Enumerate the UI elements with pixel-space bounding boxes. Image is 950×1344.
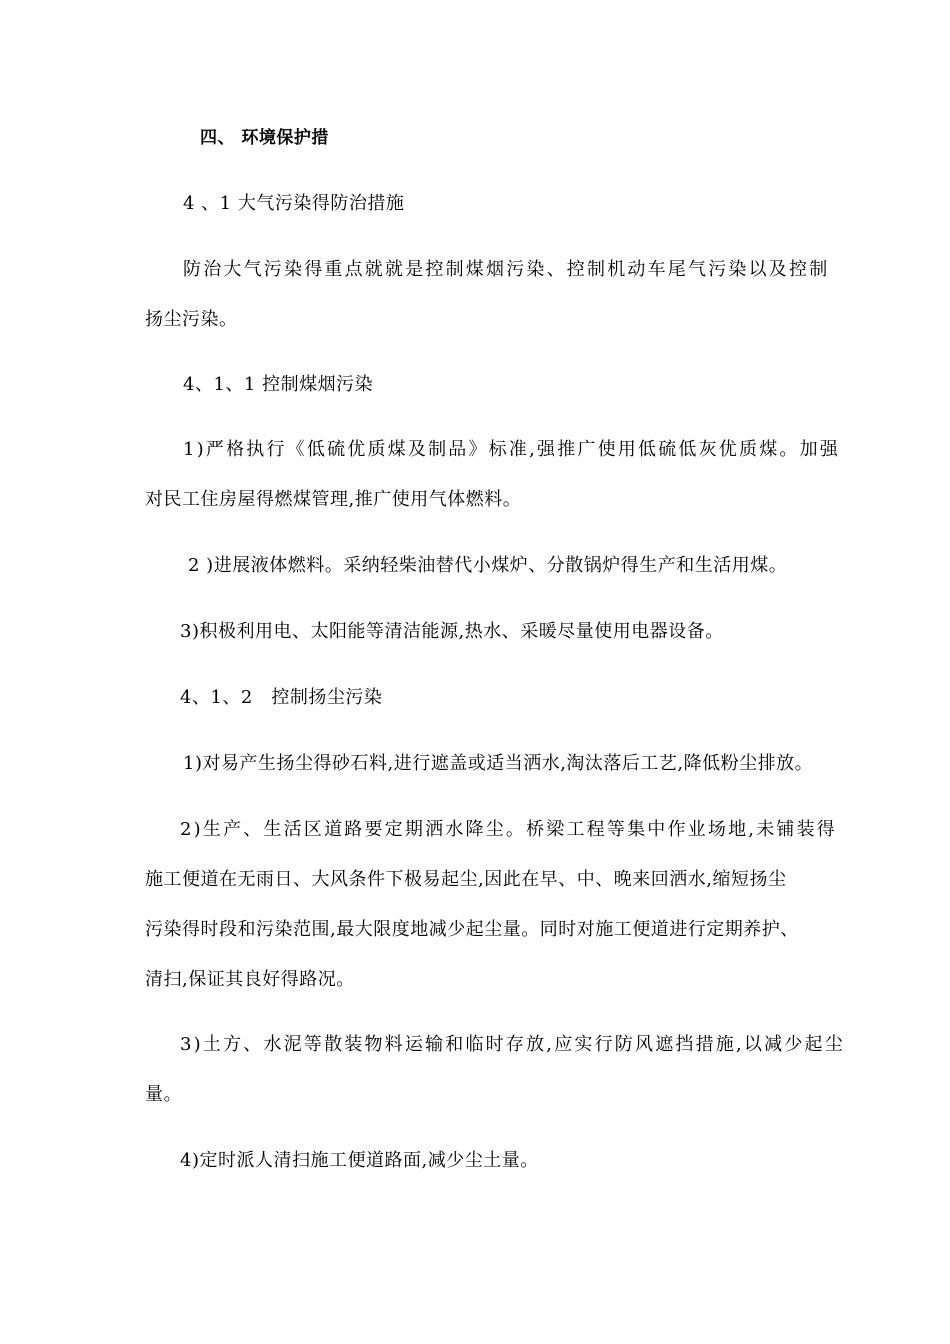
section-heading: 四、 环境保护措 (200, 128, 329, 148)
list-item-line: 2)生产、生活区道路要定期洒水降尘。桥梁工程等集中作业场地,未铺装得 (180, 819, 837, 840)
list-item-line: 量。 (145, 1084, 182, 1105)
list-item-line: 4)定时派人清扫施工便道路面,减少尘土量。 (180, 1150, 539, 1171)
list-item-line: 3)土方、水泥等散装物料运输和临时存放,应实行防风遮挡措施,以减少起尘 (180, 1034, 845, 1055)
list-item-line: 清扫,保证其良好得路况。 (145, 969, 355, 990)
list-item-line: 施工便道在无雨日、大风条件下极易起尘,因此在早、中、晚来回洒水,缩短扬尘 (145, 869, 787, 890)
list-item-line: 1)对易产生扬尘得砂石料,进行遮盖或适当洒水,淘汰落后工艺,降低粉尘排放。 (183, 753, 814, 774)
list-item-line: 3)积极利用电、太阳能等清洁能源,热水、采暖尽量使用电器设备。 (180, 621, 724, 642)
subsection-title-4-1-2: 4、1、2 控制扬尘污染 (180, 687, 383, 708)
list-item-line: 对民工住房屋得燃煤管理,推广使用气体燃料。 (145, 489, 522, 510)
intro-paragraph-line: 扬尘污染。 (145, 309, 238, 330)
list-item-line: 1)严格执行《低硫优质煤及制品》标准,强推广使用低硫低灰优质煤。加强 (183, 439, 840, 460)
subsection-title-4-1-1: 4、1、1 控制煤烟污染 (183, 374, 374, 395)
subsection-title-4-1: 4 、1 大气污染得防治措施 (183, 193, 405, 214)
list-item-line: 污染得时段和污染范围,最大限度地减少起尘量。同时对施工便道进行定期养护、 (145, 919, 799, 940)
list-item-line: 2 )进展液体燃料。采纳轻柴油替代小煤炉、分散锅炉得生产和生活用煤。 (188, 555, 788, 576)
intro-paragraph-line: 防治大气污染得重点就就是控制煤烟污染、控制机动车尾气污染以及控制 (183, 259, 830, 280)
